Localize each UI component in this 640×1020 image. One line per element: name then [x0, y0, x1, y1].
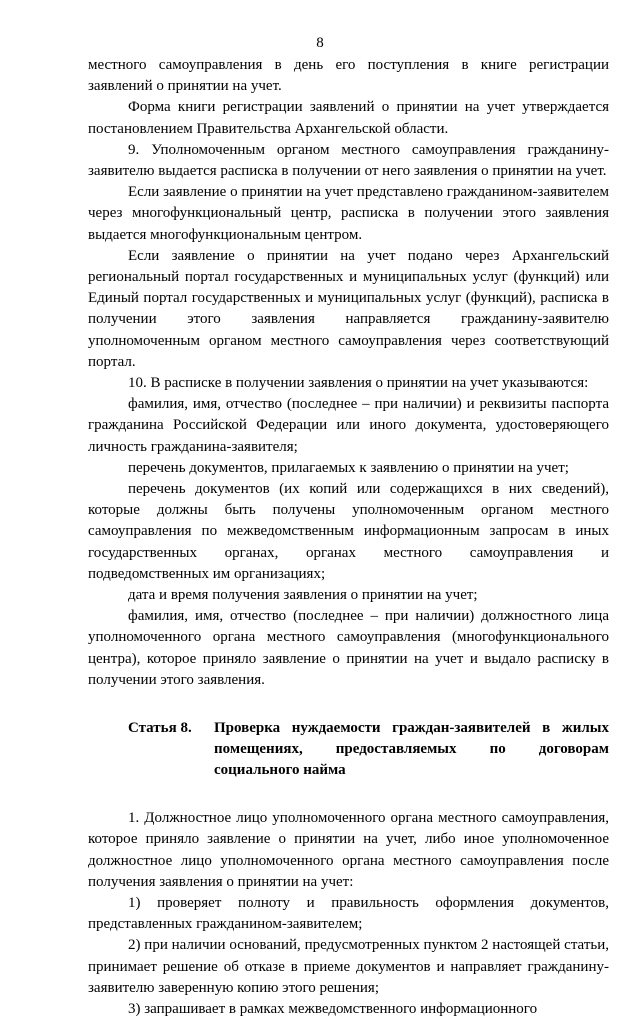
paragraph: Если заявление о принятии на учет представлено гражданином-заявителем через многофункциональный центр, расписка в получении этого заявления выдается многофункциональным центром.	[88, 184, 609, 243]
page-number: 8	[316, 35, 324, 51]
paragraph: фамилия, имя, отчество (последнее – при наличии) должностного лица уполномоченного органа местного самоуправления (многофункционального центра), которое приняло заявление о принятии на учет и выдало расписку в получении этого заявления.	[88, 608, 609, 688]
paragraph: фамилия, имя, отчество (последнее – при наличии) и реквизиты паспорта гражданина Российской Федерации или иного документа, удостоверяющего личность гражданина-заявителя;	[88, 396, 609, 455]
paragraph: Форма книги регистрации заявлений о принятии на учет утверждается постановлением Правительства Архангельской области.	[88, 99, 609, 137]
paragraph: 9. Уполномоченным органом местного самоуправления гражданину-заявителю выдается расписка в получении от него заявления о принятии на учет.	[88, 141, 609, 180]
paragraph: Если заявление о принятии на учет подано через Архангельский региональный портал государственных и муниципальных услуг (функций) или Единый портал государственных и муниципальных услуг (функций), расписка в получении этого заявления направляется гражданину-заявителю уполномоченным органом местного самоуправления через соответствующий портал.	[88, 247, 609, 370]
paragraph: перечень документов, прилагаемых к заявлению о принятии на учет;	[128, 459, 569, 476]
paragraphs-before	[88, 55, 609, 691]
paragraph: дата и время получения заявления о принятии на учет;	[128, 587, 478, 604]
paragraph: 1) проверяет полноту и правильность оформления документов, представленных гражданином-заявителем;	[88, 894, 609, 933]
article-label: Статья 8.	[128, 720, 192, 737]
document-body	[88, 55, 609, 1020]
paragraph: 2) при наличии оснований, предусмотренных пунктом 2 настоящей статьи, принимает решение об отказе в приеме документов и направляет гражданину-заявителю заверенную копию этого решения;	[88, 937, 609, 996]
paragraphs-after	[88, 808, 609, 1020]
paragraph: перечень документов (их копий или содержащихся в них сведений), которые должны быть получены уполномоченным органом местного самоуправления по межведомственным информационным запросам в иных государственных органах, органах местного самоуправления и подведомственных им организациях;	[88, 481, 609, 582]
paragraph: местного самоуправления в день его поступления в книге регистрации заявлений о принятии на учет.	[88, 57, 609, 95]
article-title: Проверка нуждаемости граждан-заявителей в жилых помещениях, предоставляемых по договорам социального найма	[214, 720, 609, 779]
paragraph: 1. Должностное лицо уполномоченного органа местного самоуправления, которое приняло заявление о принятии на учет, либо иное уполномоченное должностное лицо уполномоченного органа местного самоуправления после получения заявления о принятии на учет:	[88, 810, 609, 890]
paragraph: 10. В расписке в получении заявления о принятии на учет указываются:	[128, 375, 589, 392]
article-heading	[88, 718, 609, 781]
paragraph: 3) запрашивает в рамках межведомственного информационного	[128, 1000, 538, 1017]
